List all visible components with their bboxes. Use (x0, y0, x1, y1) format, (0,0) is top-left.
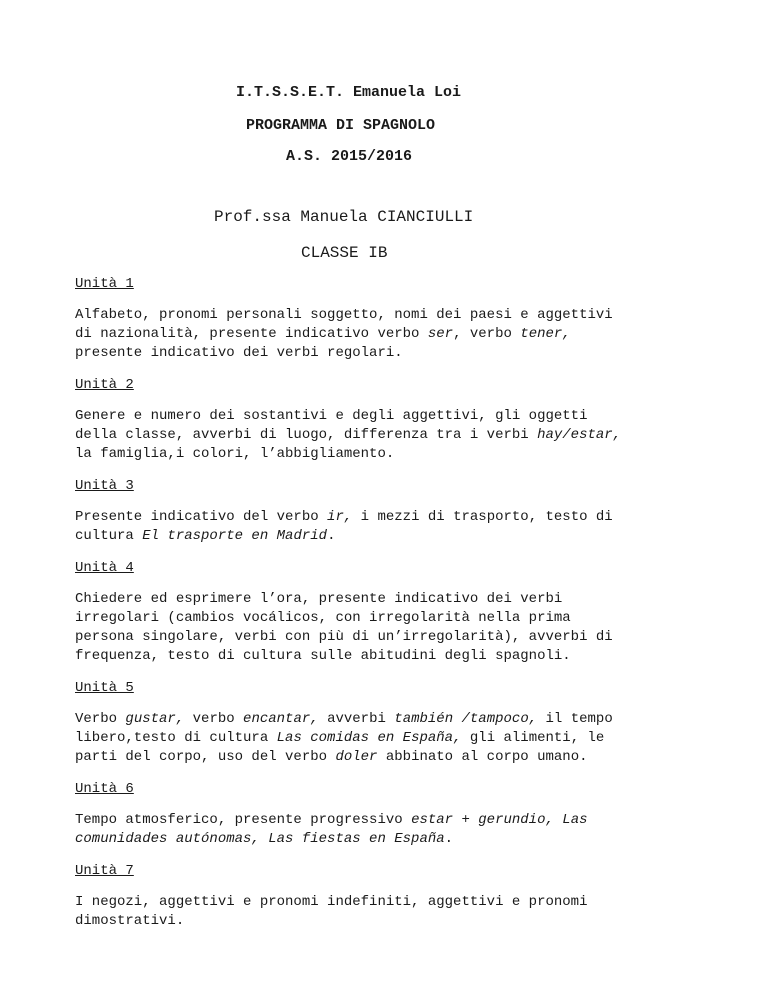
text-segment: Genere e numero dei sostantivi e degli aggettivi, gli oggetti della classe, avverbi di luogo, differenza tra i verbi (75, 408, 588, 443)
teacher-name: Prof.ssa Manuela CIANCIULLI (214, 208, 474, 226)
text-segment: i mezzi di trasporto, testo di cultura (75, 509, 613, 544)
text-segment: , verbo (453, 326, 521, 342)
italic-term: doler (335, 749, 378, 765)
unit-title: Unità 6 (75, 781, 134, 797)
unit-title: Unità 5 (75, 680, 134, 696)
text-segment: Verbo (75, 711, 126, 727)
text-segment: avverbi (318, 711, 395, 727)
unit-description (75, 508, 735, 546)
text-segment: la famiglia,i colori, l’abbigliamento. (75, 446, 395, 462)
italic-term: El trasporte en Madrid (142, 528, 328, 544)
italic-term: ser (427, 326, 454, 342)
school-year: A.S. 2015/2016 (286, 148, 413, 165)
unit-section (75, 862, 735, 931)
unit-section (75, 477, 735, 546)
unit-description (75, 893, 735, 931)
unit-section (75, 559, 735, 666)
school-name: I.T.S.S.E.T. Emanuela Loi (236, 84, 462, 101)
text-segment: presente indicativo dei verbi regolari. (75, 345, 403, 361)
unit-section (75, 376, 735, 464)
unit-description (75, 590, 735, 666)
unit-title: Unità 4 (75, 560, 134, 576)
text-segment: . (327, 528, 336, 544)
text-segment: abbinato al corpo umano. (377, 749, 588, 765)
unit-title: Unità 2 (75, 377, 134, 393)
italic-term: tener, (520, 326, 571, 342)
text-segment: verbo (184, 711, 244, 727)
unit-description (75, 811, 735, 849)
italic-term: también /tampoco, (394, 711, 538, 727)
unit-title: Unità 1 (75, 276, 134, 292)
italic-term: gustar, (125, 711, 185, 727)
italic-term: encantar, (243, 711, 319, 727)
unit-section (75, 679, 735, 767)
text-segment: . (444, 831, 454, 847)
text-segment: il tempo libero,testo di cultura (75, 711, 613, 746)
italic-term: ir, (327, 509, 353, 525)
unit-description (75, 710, 735, 767)
text-segment: gli alimenti, le parti del corpo, uso del verbo (75, 730, 605, 765)
class-name: CLASSE IB (301, 244, 388, 262)
unit-section (75, 780, 735, 849)
units-list (75, 275, 735, 944)
italic-term: hay/estar, (537, 427, 622, 443)
text-segment: I negozi, aggettivi e pronomi indefiniti, aggettivi e pronomi dimostrativi. (75, 894, 588, 929)
unit-description (75, 407, 735, 464)
text-segment: Alfabeto, pronomi personali soggetto, nomi dei paesi e aggettivi di nazionalità, presente indicativo verbo (75, 307, 613, 342)
unit-description (75, 306, 735, 363)
italic-term: estar + gerundio, Las comunidades autónomas, Las fiestas en España (75, 812, 588, 847)
unit-title: Unità 3 (75, 478, 134, 494)
program-title: PROGRAMMA DI SPAGNOLO (246, 117, 436, 134)
text-segment: Presente indicativo del verbo (75, 509, 328, 525)
text-segment: Tempo atmosferico, presente progressivo (75, 812, 412, 828)
text-segment: Chiedere ed esprimere l’ora, presente indicativo dei verbi irregolari (cambios vocálicos, con irregolarità nella prima persona singolare, verbi con più di un’irregolarità), avverbi di frequenza, testo di cultura sulle abitudini degli spagnoli. (75, 591, 613, 664)
unit-title: Unità 7 (75, 863, 134, 879)
unit-section (75, 275, 735, 363)
italic-term: Las comidas en España, (276, 730, 462, 746)
